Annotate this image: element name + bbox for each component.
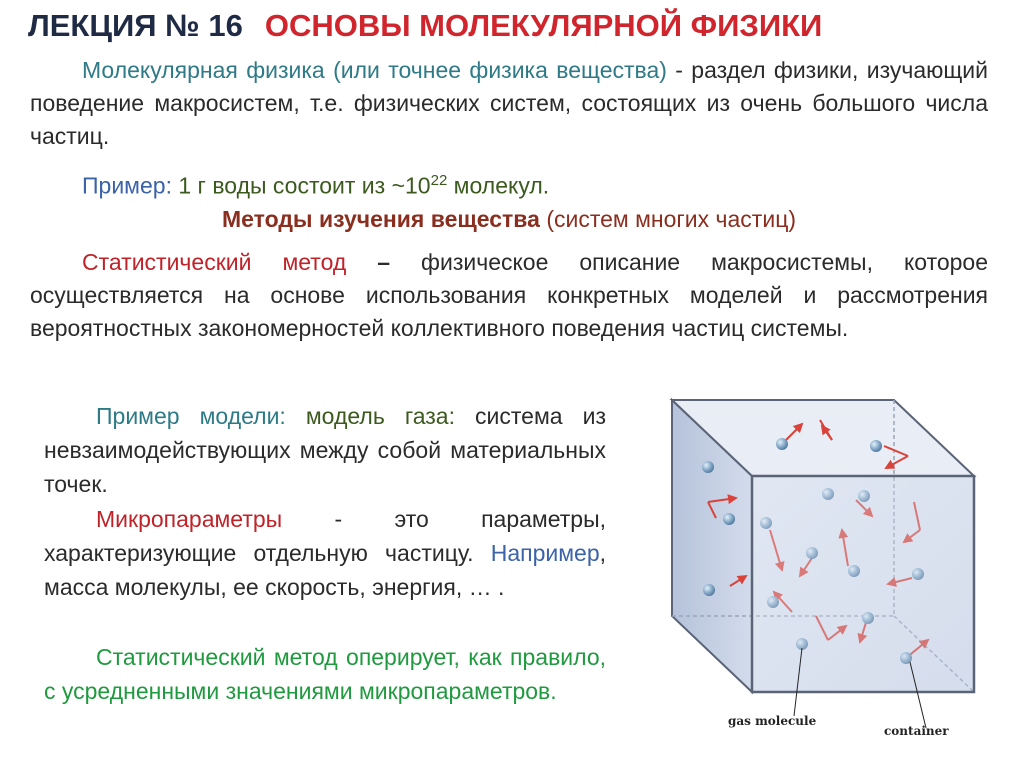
intro-term: Молекулярная физика (или точнее физика вещества) bbox=[82, 57, 667, 83]
statistical-term: Статистический метод bbox=[82, 249, 347, 275]
methods-heading-rest: (систем многих частиц) bbox=[539, 206, 797, 232]
model-example-label: Пример модели: bbox=[96, 403, 286, 429]
statistical-paragraph bbox=[30, 246, 988, 382]
intro-paragraph bbox=[30, 54, 988, 154]
example-exponent: 22 bbox=[430, 172, 448, 189]
statistical-note-paragraph bbox=[44, 640, 606, 742]
statistical-note-text: Статистический метод оперирует, как правило, с усредненными значениями микропараметров. bbox=[44, 644, 606, 704]
statistical-text: физическое описание макросистемы, которое осуществляется на основе использования конкретных моделей и рассмотрения вероятностных закономерностей коллективного поведения частиц системы. bbox=[30, 249, 989, 341]
lecture-number: ЛЕКЦИЯ № 16 bbox=[28, 8, 243, 43]
cube-front-face bbox=[752, 476, 974, 692]
example-text-end: молекул. bbox=[447, 172, 550, 199]
microparams-term: Микропараметры bbox=[96, 506, 283, 532]
model-example-model: модель газа: bbox=[285, 403, 455, 429]
intro-text: - раздел физики, изучающий поведение макросистем, т.е. физических систем, состоящих из очень большого числа частиц. bbox=[30, 57, 988, 149]
example-label: Пример: bbox=[82, 172, 172, 199]
page-title bbox=[28, 6, 822, 46]
microparams-example-label: Например bbox=[490, 540, 600, 566]
microparams-text: - это параметры, характеризующие отдельную частицу. bbox=[44, 506, 606, 566]
example-text: 1 г воды состоит из ~10 bbox=[171, 172, 431, 199]
model-example-paragraph bbox=[44, 399, 606, 501]
lecture-title: ОСНОВЫ МОЛЕКУЛЯРНОЙ ФИЗИКИ bbox=[264, 8, 823, 43]
microparams-example-text: , масса молекулы, ее скорость, энергия, … . bbox=[44, 540, 606, 600]
gas-cube-illustration bbox=[636, 390, 1016, 750]
gas-molecule-label: gas molecule bbox=[728, 714, 817, 728]
gas-container-figure bbox=[636, 390, 1016, 750]
statistical-dash: – bbox=[346, 249, 422, 275]
methods-heading-bold: Методы изучения вещества bbox=[221, 206, 540, 232]
microparams-paragraph bbox=[44, 502, 606, 638]
example-paragraph bbox=[30, 164, 988, 198]
model-example-text: система из невзаимодействующих между собой материальных точек. bbox=[44, 403, 606, 497]
methods-heading bbox=[30, 203, 988, 237]
container-label: container bbox=[884, 724, 949, 738]
